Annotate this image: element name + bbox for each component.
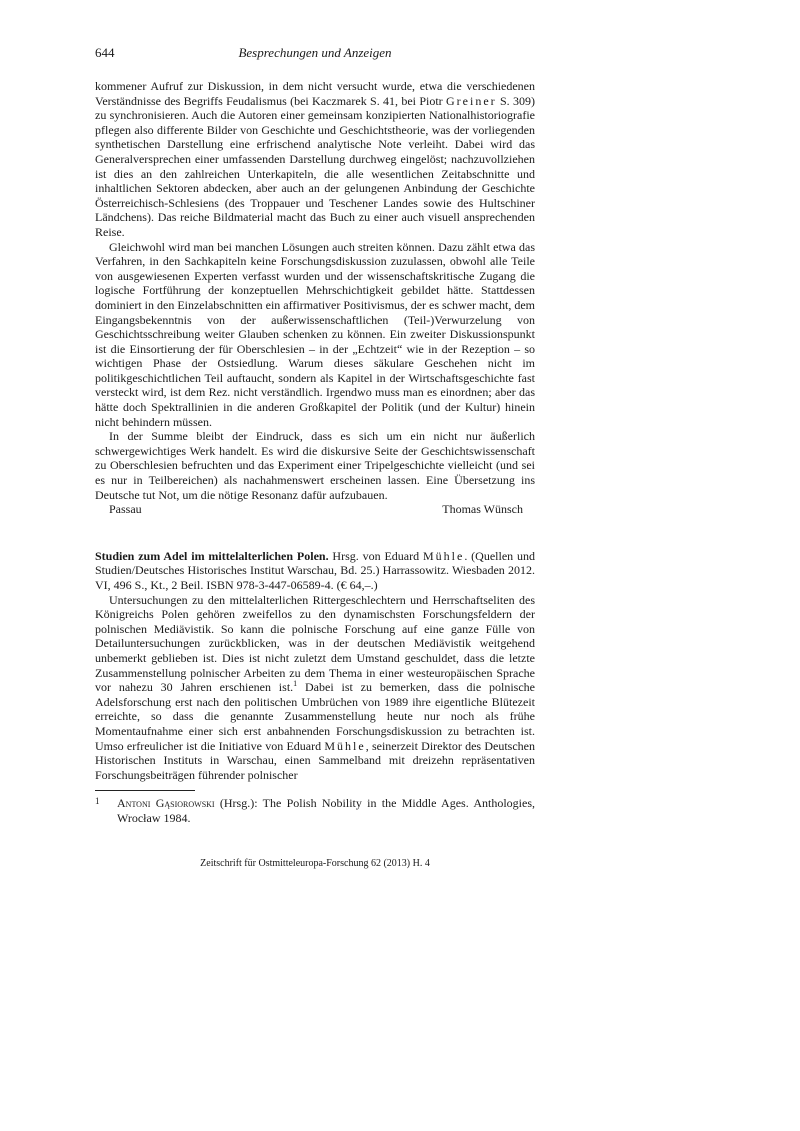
book-title: Studien zum Adel im mittelalterlichen Polen.	[95, 548, 329, 563]
review1-paragraph-3: In der Summe bleibt der Eindruck, dass es sich um ein nicht nur äußerlich schwergewichtiges Werk handelt. Es wird die diskursive Seite der Geschichtswissenschaft zu Oberschlesien befruchten und das Experiment einer Tripelgeschichte vielleicht (und sei es nur in Teilbereichen) als nachahmenswert erscheinen lassen. Eine Übersetzung ins Deutsche tut Not, um die nötige Resonanz dafür aufzubauen.	[95, 429, 535, 502]
footnote-1	[95, 796, 535, 825]
review2-paragraph-1: Untersuchungen zu den mittelalterlichen Rittergeschlechtern und Herrschaftseliten des Königreichs Polen gehören zweifellos zu den dynamischsten Forschungsfeldern der polnischen Mediävistik. So kann die polnische Forschung auf eine ganze Fülle von Detailuntersuchungen zurückblicken, was in der deutschen Mediävistik weitgehend unbemerkt geblieben ist. Dies ist nicht zuletzt dem Umstand geschuldet, dass die letzte Zusammenstellung polnischer Arbeiten zu dem Thema in einer westeuropäischen Sprache vor nahezu 30 Jahren erschienen ist.$^1$ Dabei ist zu bemerken, dass die polnische Adelsforschung erst nach den politischen Umbrüchen von 1989 ihre eigentliche Blütezeit erreichte, so dass die genannte Zusammenstellung heute nur noch als frühe Momentaufnahme einer sich erst anbahnenden Forschungsdiskussion zu betrachten ist. Umso erfreulicher ist die Initiative von Eduard Mühle, seinerzeit Direktor des Deutschen Historischen Instituts in Warschau, einen Sammelband mit dreizehn repräsentativen Forschungsbeiträgen führender polnischer	[95, 592, 535, 782]
footnote-reference[interactable]: 1	[293, 679, 298, 689]
review1-paragraph-1: kommener Aufruf zur Diskussion, in dem nicht versucht wurde, etwa die verschiedenen Verständnisse des Begriffs Feudalismus (bei Kaczmarek S. 41, bei Piotr Greiner S. 309) zu synchronisieren. Auch die Autoren einer gemeinsam konzipierten Nationalhistoriografie pflegen also differente Bilder von Geschichte und Geschichtstheorie, was der vorliegenden synthetischen Darstellung eine erfrischend analytische Note verleiht. Dabei wird das Generalversprechen einer umfassenden Darstellung durchweg eingelöst; nachzuvollziehen ist dies an den zahlreichen Unterkapiteln, die alle wesentlichen Zeitabschnitte und inhaltlichen Sektoren abdecken, aber auch an der gelungenen Anbindung der Geschichte Österreichisch-Schlesiens (des Troppauer und Teschener Landes sowie des Hultschiner Ländchens). Das reiche Bildmaterial macht das Buch zu einer auch visuell ansprechenden Reise.	[95, 79, 536, 239]
page-header	[95, 45, 535, 63]
review1-signature	[95, 502, 535, 517]
review1-paragraph-2: Gleichwohl wird man bei manchen Lösungen auch streiten können. Dazu zählt etwa das Verfahren, in den Sachkapiteln keine Forschungsdiskussion zuzulassen, obwohl alle Teile von ausgewiesenen Experten verfasst wurden und der wissenschaftskritische Zugang die logische Fortführung der konzeptuellen Mehrschichtigkeit gebildet hätte. Stattdessen dominiert in den Einzelabschnitten ein affirmativer Positivismus, der es schwer macht, dem Eingangsbekenntnis von der außerwissenschaftlichen (Teil-)Verwurzelung von Geschichtsschreibung weiter Glauben schenken zu können. Ein zweiter Diskussionspunkt ist die Einsortierung der für Oberschlesien – in der „Echtzeit“ wie in der Rezeption – so wichtigen Phase der Ostsiedlung. Warum dieses säkulare Geschehen nicht im politikgeschichtlichen Teil auftaucht, sondern als Kapitel in der Wirtschaftsgeschichte fast versteckt wird, ist dem Rez. nicht verständlich. Irgendwo muss man es einordnen; aber das hätte doch Spektrallinien in die anderen Großkapitel der Politik (und der Kultur) hinein nicht behindern müssen.	[95, 239, 535, 429]
review2-bibliography: Studien zum Adel im mittelalterlichen Polen. Hrsg. von Eduard Mühle. (Quellen und Studien/Deutsches Historisches Institut Warschau, Bd. 25.) Harrassowitz. Wiesbaden 2012. VI, 496 S., Kt., 2 Beil. ISBN 978-3-447-06589-4. (€ 64,–.)	[95, 548, 536, 592]
review-separator	[95, 517, 535, 549]
page-footer: Zeitschrift für Ostmitteleuropa-Forschung 62 (2013) H. 4	[200, 858, 430, 869]
editor-name: Mühle	[422, 548, 465, 563]
footnote-rule	[95, 790, 195, 791]
page-body	[95, 79, 535, 826]
running-title: Besprechungen und Anzeigen	[238, 45, 392, 60]
signature-name: Thomas Wünsch	[442, 502, 523, 517]
footnote-text: Antoni Gąsiorowski (Hrsg.): The Polish Nobility in the Middle Ages. Anthologies, Wrocław 1984.	[117, 796, 535, 825]
author-name-greiner: Greiner	[446, 93, 497, 108]
signature-place: Passau	[109, 502, 142, 517]
page-number: 644	[95, 45, 115, 60]
footnote-author: Antoni Gąsiorowski	[117, 796, 215, 811]
footnote-number: 1	[95, 796, 100, 807]
editor-name-2: Mühle	[324, 738, 366, 753]
